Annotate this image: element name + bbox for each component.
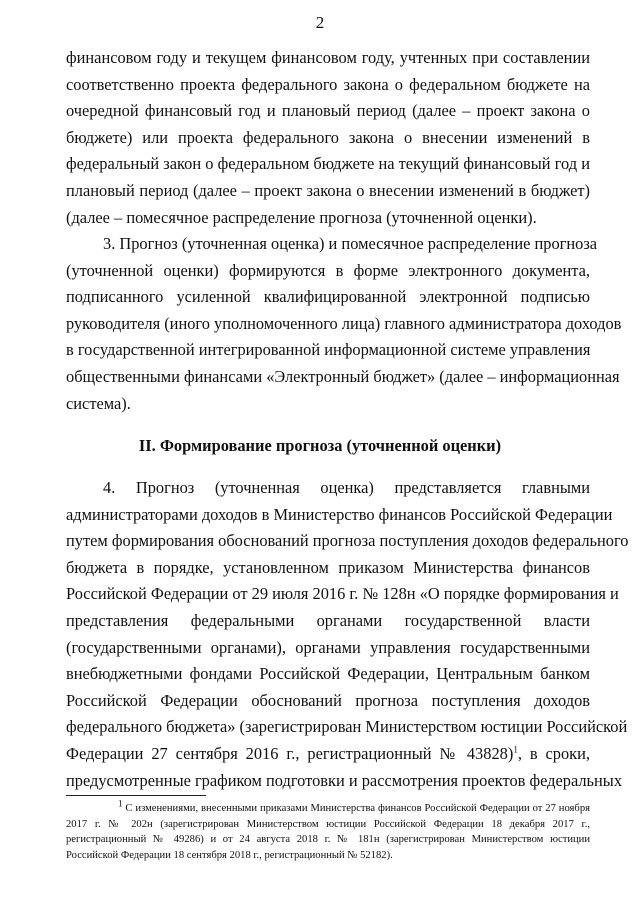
text-line: предусмотренные графиком подготовки и рассмотрения проектов федеральных <box>66 770 623 790</box>
footnote-line: Российской Федерации 18 сентября 2018 г., регистрационный № 52182). <box>66 849 393 861</box>
text-line: Российской Федерации обоснований прогноза поступления доходов <box>66 690 590 710</box>
continuation-paragraph <box>66 45 590 231</box>
text-line: общественными финансами «Электронный бюджет» (далее – информационная <box>66 366 620 386</box>
paragraph-3 <box>66 231 622 417</box>
paragraph-4 <box>66 475 629 794</box>
text-line: плановый период (далее – проект закона о внесении изменений в бюджет) <box>66 180 590 200</box>
footnote-reference[interactable]: 1 <box>513 744 518 755</box>
text-line: в государственной интегрированной информационной системе управления <box>66 340 591 360</box>
footnote-line <box>66 798 590 817</box>
text-line: бюджета в порядке, установленном приказом Министерства финансов <box>66 557 590 577</box>
text-line: бюджете) или проекта федерального закона о внесении изменений в <box>66 127 590 147</box>
text-line: федеральный закон о федеральном бюджете на текущий финансовый год и <box>66 154 590 174</box>
footnote-text: С изменениями, внесенными приказами Министерства финансов Российской Федерации от 27 ноября <box>122 803 590 814</box>
text-line: путем формирования обоснований прогноза поступления доходов федерального <box>66 531 629 551</box>
text-line: соответственно проекта федерального закона о федеральном бюджете на <box>66 74 590 94</box>
text-line: очередной финансовый год и плановый период (далее – проект закона о <box>66 101 590 121</box>
text-line: Российской Федерации от 29 июля 2016 г. № 128н «О порядке формирования и <box>66 584 619 604</box>
text-line: (государственными органами), органами управления государственными <box>66 637 590 657</box>
text-line: финансовом году и текущем финансовом году, учтенных при составлении <box>66 48 590 67</box>
footnote-line: 2017 г. № 202н (зарегистрирован Министерством юстиции Российской Федерации 18 декабря 2017 г., <box>66 818 590 830</box>
text-line: внебюджетными фондами Российской Федерации, Центральным банком <box>66 664 590 684</box>
footnote <box>66 798 590 863</box>
text-line: подписанного усиленной квалифицированной электронной подписью <box>66 287 590 307</box>
section-heading: II. Формирование прогноза (уточненной оценки) <box>138 436 502 455</box>
text-line: представления федеральными органами государственной власти <box>66 610 590 630</box>
footnote-line: регистрационный № 49286) и от 24 августа 2018 г. № 181н (зарегистрирован Министерством юстиции <box>66 834 590 845</box>
text-line: система). <box>66 393 131 413</box>
text-line: 3. Прогноз (уточненная оценка) и помесячное распределение прогноза <box>103 234 598 253</box>
text-line: федерального бюджета» (зарегистрирован Министерством юстиции Российской <box>66 717 628 737</box>
text-line <box>66 741 590 768</box>
line-text: , в сроки, <box>517 743 591 763</box>
text-line: (уточненной оценки) формируются в форме электронного документа, <box>66 260 590 280</box>
text-line: администраторами доходов в Министерство финансов Российской Федерации <box>66 504 613 524</box>
text-line: 4. Прогноз (уточненная оценка) представляется главными <box>103 478 590 497</box>
line-text: Федерации 27 сентября 2016 г., регистрационный № 43828) <box>66 743 514 763</box>
text-line: (далее – помесячное распределение прогноза (уточненной оценки). <box>66 207 537 227</box>
text-line: руководителя (иного уполномоченного лица) главного администратора доходов <box>66 313 622 333</box>
footnote-separator <box>66 795 206 796</box>
footnote-marker: 1 <box>118 798 123 809</box>
page-number: 2 <box>315 13 325 32</box>
